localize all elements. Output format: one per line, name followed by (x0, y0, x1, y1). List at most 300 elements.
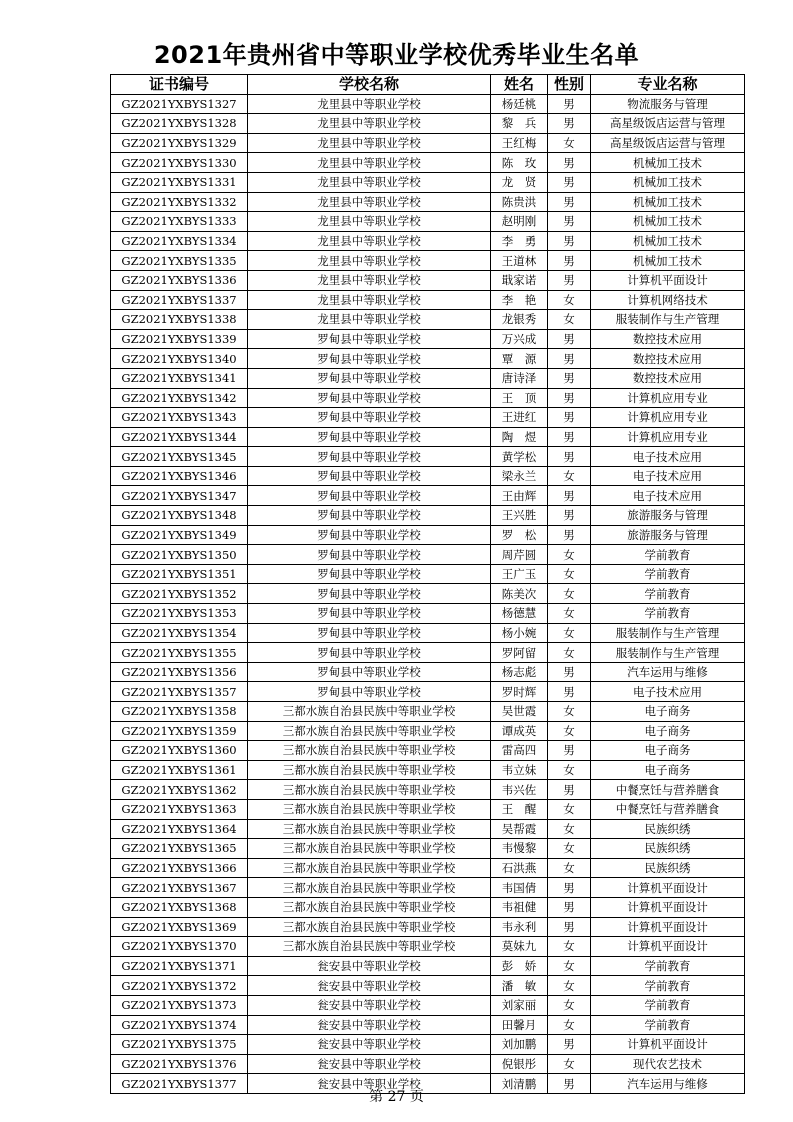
cert-cell: GZ2021YXBYS1369 (111, 917, 248, 937)
cert-cell: GZ2021YXBYS1351 (111, 564, 248, 584)
name-cell: 吴世霞 (491, 702, 548, 722)
table-row (111, 819, 745, 839)
school-cell: 罗甸县中等职业学校 (248, 662, 491, 682)
cert-cell: GZ2021YXBYS1327 (111, 94, 248, 114)
page-number: 第 27 页 (369, 1089, 424, 1105)
major-cell: 计算机平面设计 (591, 878, 745, 898)
name-cell: 李 勇 (491, 231, 548, 251)
major-cell: 现代农艺技术 (591, 1054, 745, 1074)
school-cell: 龙里县中等职业学校 (248, 212, 491, 232)
major-cell: 计算机平面设计 (591, 1035, 745, 1055)
cert-cell: GZ2021YXBYS1361 (111, 760, 248, 780)
cert-cell: GZ2021YXBYS1364 (111, 819, 248, 839)
major-cell: 电子商务 (591, 721, 745, 741)
major-cell: 旅游服务与管理 (591, 525, 745, 545)
school-cell: 罗甸县中等职业学校 (248, 643, 491, 663)
cert-cell: GZ2021YXBYS1339 (111, 329, 248, 349)
table-header-row (111, 75, 745, 95)
name-cell: 赵明刚 (491, 212, 548, 232)
school-cell: 罗甸县中等职业学校 (248, 447, 491, 467)
cert-cell: GZ2021YXBYS1374 (111, 1015, 248, 1035)
table-body (111, 94, 745, 1093)
cert-cell: GZ2021YXBYS1377 (111, 1074, 248, 1094)
gender-cell: 男 (548, 525, 591, 545)
table-row (111, 917, 745, 937)
table-row (111, 329, 745, 349)
major-cell: 电子商务 (591, 702, 745, 722)
name-cell: 黄学松 (491, 447, 548, 467)
gender-cell: 男 (548, 329, 591, 349)
major-cell: 机械加工技术 (591, 251, 745, 271)
school-cell: 瓮安县中等职业学校 (248, 1015, 491, 1035)
major-cell: 服装制作与生产管理 (591, 643, 745, 663)
cert-cell: GZ2021YXBYS1370 (111, 937, 248, 957)
cert-cell: GZ2021YXBYS1368 (111, 897, 248, 917)
name-cell: 杨德慧 (491, 604, 548, 624)
gender-cell: 女 (548, 721, 591, 741)
school-cell: 三都水族自治县民族中等职业学校 (248, 897, 491, 917)
major-cell: 机械加工技术 (591, 192, 745, 212)
major-cell: 电子技术应用 (591, 682, 745, 702)
school-cell: 罗甸县中等职业学校 (248, 564, 491, 584)
school-cell: 龙里县中等职业学校 (248, 133, 491, 153)
name-cell: 陈美次 (491, 584, 548, 604)
name-cell: 杨志彪 (491, 662, 548, 682)
name-cell: 石洪燕 (491, 858, 548, 878)
major-cell: 汽车运用与维修 (591, 1074, 745, 1094)
major-cell: 电子技术应用 (591, 486, 745, 506)
table-row (111, 858, 745, 878)
table-row (111, 270, 745, 290)
cert-cell: GZ2021YXBYS1366 (111, 858, 248, 878)
school-cell: 龙里县中等职业学校 (248, 172, 491, 192)
gender-cell: 男 (548, 662, 591, 682)
table-row (111, 466, 745, 486)
school-cell: 罗甸县中等职业学校 (248, 466, 491, 486)
major-cell: 计算机网络技术 (591, 290, 745, 310)
gender-cell: 男 (548, 1074, 591, 1094)
cert-cell: GZ2021YXBYS1344 (111, 427, 248, 447)
major-cell: 学前教育 (591, 956, 745, 976)
major-cell: 服装制作与生产管理 (591, 310, 745, 330)
name-cell: 王红梅 (491, 133, 548, 153)
name-cell: 王 顶 (491, 388, 548, 408)
name-cell: 彭 娇 (491, 956, 548, 976)
school-cell: 罗甸县中等职业学校 (248, 545, 491, 565)
school-cell: 三都水族自治县民族中等职业学校 (248, 858, 491, 878)
table-row (111, 604, 745, 624)
cert-cell: GZ2021YXBYS1347 (111, 486, 248, 506)
name-cell: 韦兴佐 (491, 780, 548, 800)
cert-cell: GZ2021YXBYS1372 (111, 976, 248, 996)
table-row (111, 623, 745, 643)
table-row (111, 310, 745, 330)
major-cell: 学前教育 (591, 564, 745, 584)
major-cell: 学前教育 (591, 976, 745, 996)
cert-cell: GZ2021YXBYS1352 (111, 584, 248, 604)
cert-cell: GZ2021YXBYS1329 (111, 133, 248, 153)
table-row (111, 427, 745, 447)
school-cell: 罗甸县中等职业学校 (248, 329, 491, 349)
cert-cell: GZ2021YXBYS1331 (111, 172, 248, 192)
cert-cell: GZ2021YXBYS1338 (111, 310, 248, 330)
major-cell: 电子技术应用 (591, 447, 745, 467)
major-cell: 学前教育 (591, 604, 745, 624)
cert-cell: GZ2021YXBYS1353 (111, 604, 248, 624)
name-cell: 田馨月 (491, 1015, 548, 1035)
table-row (111, 172, 745, 192)
school-cell: 瓮安县中等职业学校 (248, 1035, 491, 1055)
major-cell: 计算机应用专业 (591, 427, 745, 447)
gender-cell: 男 (548, 94, 591, 114)
cert-cell: GZ2021YXBYS1362 (111, 780, 248, 800)
name-cell: 王 醒 (491, 799, 548, 819)
major-cell: 电子商务 (591, 760, 745, 780)
cert-cell: GZ2021YXBYS1354 (111, 623, 248, 643)
school-cell: 罗甸县中等职业学校 (248, 349, 491, 369)
major-cell: 电子技术应用 (591, 466, 745, 486)
table-row (111, 251, 745, 271)
major-cell: 计算机平面设计 (591, 917, 745, 937)
name-cell: 周芹圆 (491, 545, 548, 565)
cert-cell: GZ2021YXBYS1375 (111, 1035, 248, 1055)
gender-cell: 女 (548, 564, 591, 584)
cert-cell: GZ2021YXBYS1350 (111, 545, 248, 565)
cert-cell: GZ2021YXBYS1365 (111, 839, 248, 859)
table-row (111, 525, 745, 545)
gender-cell: 男 (548, 447, 591, 467)
school-cell: 瓮安县中等职业学校 (248, 1054, 491, 1074)
cert-cell: GZ2021YXBYS1334 (111, 231, 248, 251)
major-cell: 高星级饭店运营与管理 (591, 114, 745, 134)
cert-cell: GZ2021YXBYS1358 (111, 702, 248, 722)
table-row (111, 956, 745, 976)
name-cell: 刘清鹏 (491, 1074, 548, 1094)
school-cell: 龙里县中等职业学校 (248, 153, 491, 173)
table-row (111, 721, 745, 741)
gender-cell: 女 (548, 995, 591, 1015)
cert-cell: GZ2021YXBYS1367 (111, 878, 248, 898)
table-row (111, 682, 745, 702)
school-cell: 龙里县中等职业学校 (248, 290, 491, 310)
cert-cell: GZ2021YXBYS1363 (111, 799, 248, 819)
cert-cell: GZ2021YXBYS1373 (111, 995, 248, 1015)
school-cell: 三都水族自治县民族中等职业学校 (248, 937, 491, 957)
table-row (111, 584, 745, 604)
gender-cell: 男 (548, 408, 591, 428)
name-cell: 莫妹九 (491, 937, 548, 957)
gender-cell: 女 (548, 702, 591, 722)
name-cell: 韦祖健 (491, 897, 548, 917)
cert-cell: GZ2021YXBYS1360 (111, 741, 248, 761)
gender-cell: 女 (548, 643, 591, 663)
table-row (111, 839, 745, 859)
table-row (111, 94, 745, 114)
table-row (111, 408, 745, 428)
gender-cell: 女 (548, 976, 591, 996)
name-cell: 李 艳 (491, 290, 548, 310)
cert-cell: GZ2021YXBYS1333 (111, 212, 248, 232)
gender-cell: 女 (548, 133, 591, 153)
school-cell: 三都水族自治县民族中等职业学校 (248, 780, 491, 800)
table-row (111, 1054, 745, 1074)
school-cell: 三都水族自治县民族中等职业学校 (248, 917, 491, 937)
page-title: 2021年贵州省中等职业学校优秀毕业生名单 (153, 41, 640, 69)
cert-cell: GZ2021YXBYS1342 (111, 388, 248, 408)
graduate-table (110, 74, 745, 1094)
column-header-major: 专业名称 (591, 75, 745, 95)
gender-cell: 女 (548, 956, 591, 976)
cert-cell: GZ2021YXBYS1341 (111, 368, 248, 388)
table-row (111, 447, 745, 467)
school-cell: 瓮安县中等职业学校 (248, 976, 491, 996)
cert-cell: GZ2021YXBYS1346 (111, 466, 248, 486)
gender-cell: 女 (548, 858, 591, 878)
gender-cell: 女 (548, 760, 591, 780)
school-cell: 罗甸县中等职业学校 (248, 388, 491, 408)
gender-cell: 男 (548, 682, 591, 702)
major-cell: 服装制作与生产管理 (591, 623, 745, 643)
table-row (111, 976, 745, 996)
gender-cell: 男 (548, 270, 591, 290)
gender-cell: 女 (548, 1015, 591, 1035)
table-row (111, 741, 745, 761)
name-cell: 王道林 (491, 251, 548, 271)
cert-cell: GZ2021YXBYS1332 (111, 192, 248, 212)
school-cell: 三都水族自治县民族中等职业学校 (248, 839, 491, 859)
major-cell: 汽车运用与维修 (591, 662, 745, 682)
school-cell: 龙里县中等职业学校 (248, 231, 491, 251)
major-cell: 机械加工技术 (591, 231, 745, 251)
table-row (111, 368, 745, 388)
gender-cell: 男 (548, 231, 591, 251)
cert-cell: GZ2021YXBYS1343 (111, 408, 248, 428)
gender-cell: 男 (548, 1035, 591, 1055)
major-cell: 数控技术应用 (591, 368, 745, 388)
major-cell: 数控技术应用 (591, 329, 745, 349)
school-cell: 龙里县中等职业学校 (248, 94, 491, 114)
major-cell: 数控技术应用 (591, 349, 745, 369)
table-row (111, 799, 745, 819)
major-cell: 学前教育 (591, 1015, 745, 1035)
gender-cell: 男 (548, 251, 591, 271)
column-header-name: 姓名 (491, 75, 548, 95)
name-cell: 陶 煜 (491, 427, 548, 447)
gender-cell: 女 (548, 819, 591, 839)
gender-cell: 女 (548, 545, 591, 565)
name-cell: 韦慢黎 (491, 839, 548, 859)
table-row (111, 1015, 745, 1035)
cert-cell: GZ2021YXBYS1340 (111, 349, 248, 369)
gender-cell: 男 (548, 192, 591, 212)
name-cell: 倪银彤 (491, 1054, 548, 1074)
school-cell: 三都水族自治县民族中等职业学校 (248, 741, 491, 761)
table-row (111, 780, 745, 800)
name-cell: 韦永利 (491, 917, 548, 937)
table-row (111, 290, 745, 310)
gender-cell: 男 (548, 741, 591, 761)
name-cell: 万兴成 (491, 329, 548, 349)
school-cell: 龙里县中等职业学校 (248, 270, 491, 290)
school-cell: 罗甸县中等职业学校 (248, 584, 491, 604)
name-cell: 罗 松 (491, 525, 548, 545)
gender-cell: 女 (548, 1054, 591, 1074)
column-header-gender: 性别 (548, 75, 591, 95)
table-row (111, 995, 745, 1015)
name-cell: 龙 贤 (491, 172, 548, 192)
gender-cell: 男 (548, 172, 591, 192)
cert-cell: GZ2021YXBYS1348 (111, 506, 248, 526)
gender-cell: 女 (548, 466, 591, 486)
table-row (111, 231, 745, 251)
name-cell: 雷高四 (491, 741, 548, 761)
table-row (111, 878, 745, 898)
table-row (111, 702, 745, 722)
school-cell: 瓮安县中等职业学校 (248, 956, 491, 976)
major-cell: 学前教育 (591, 545, 745, 565)
school-cell: 龙里县中等职业学校 (248, 310, 491, 330)
major-cell: 机械加工技术 (591, 212, 745, 232)
major-cell: 学前教育 (591, 584, 745, 604)
gender-cell: 女 (548, 623, 591, 643)
name-cell: 王广玉 (491, 564, 548, 584)
table-row (111, 153, 745, 173)
school-cell: 罗甸县中等职业学校 (248, 623, 491, 643)
gender-cell: 男 (548, 212, 591, 232)
name-cell: 罗阿留 (491, 643, 548, 663)
gender-cell: 男 (548, 349, 591, 369)
school-cell: 罗甸县中等职业学校 (248, 682, 491, 702)
gender-cell: 男 (548, 153, 591, 173)
gender-cell: 男 (548, 388, 591, 408)
table-row (111, 212, 745, 232)
name-cell: 王进红 (491, 408, 548, 428)
major-cell: 物流服务与管理 (591, 94, 745, 114)
school-cell: 罗甸县中等职业学校 (248, 368, 491, 388)
table-row (111, 506, 745, 526)
school-cell: 罗甸县中等职业学校 (248, 408, 491, 428)
gender-cell: 男 (548, 368, 591, 388)
table-row (111, 760, 745, 780)
gender-cell: 男 (548, 486, 591, 506)
major-cell: 机械加工技术 (591, 172, 745, 192)
name-cell: 王兴胜 (491, 506, 548, 526)
name-cell: 吴帮霞 (491, 819, 548, 839)
name-cell: 韦立妹 (491, 760, 548, 780)
column-header-school: 学校名称 (248, 75, 491, 95)
table-row (111, 564, 745, 584)
table-row (111, 937, 745, 957)
table-row (111, 192, 745, 212)
column-header-cert: 证书编号 (111, 75, 248, 95)
school-cell: 瓮安县中等职业学校 (248, 1074, 491, 1094)
gender-cell: 男 (548, 878, 591, 898)
table-row (111, 1035, 745, 1055)
school-cell: 三都水族自治县民族中等职业学校 (248, 878, 491, 898)
school-cell: 三都水族自治县民族中等职业学校 (248, 721, 491, 741)
name-cell: 唐诗泽 (491, 368, 548, 388)
major-cell: 计算机平面设计 (591, 937, 745, 957)
school-cell: 罗甸县中等职业学校 (248, 486, 491, 506)
gender-cell: 男 (548, 897, 591, 917)
gender-cell: 男 (548, 917, 591, 937)
school-cell: 罗甸县中等职业学校 (248, 525, 491, 545)
gender-cell: 男 (548, 506, 591, 526)
cert-cell: GZ2021YXBYS1335 (111, 251, 248, 271)
cert-cell: GZ2021YXBYS1359 (111, 721, 248, 741)
cert-cell: GZ2021YXBYS1371 (111, 956, 248, 976)
name-cell: 刘家丽 (491, 995, 548, 1015)
name-cell: 黎 兵 (491, 114, 548, 134)
table-row (111, 388, 745, 408)
table-row (111, 486, 745, 506)
name-cell: 陈 玫 (491, 153, 548, 173)
gender-cell: 男 (548, 427, 591, 447)
name-cell: 杨廷桃 (491, 94, 548, 114)
school-cell: 龙里县中等职业学校 (248, 114, 491, 134)
major-cell: 民族织绣 (591, 839, 745, 859)
name-cell: 陈贵洪 (491, 192, 548, 212)
school-cell: 三都水族自治县民族中等职业学校 (248, 702, 491, 722)
major-cell: 民族织绣 (591, 819, 745, 839)
cert-cell: GZ2021YXBYS1355 (111, 643, 248, 663)
cert-cell: GZ2021YXBYS1345 (111, 447, 248, 467)
name-cell: 龙银秀 (491, 310, 548, 330)
name-cell: 王由辉 (491, 486, 548, 506)
major-cell: 高星级饭店运营与管理 (591, 133, 745, 153)
cert-cell: GZ2021YXBYS1349 (111, 525, 248, 545)
gender-cell: 女 (548, 937, 591, 957)
major-cell: 学前教育 (591, 995, 745, 1015)
cert-cell: GZ2021YXBYS1330 (111, 153, 248, 173)
cert-cell: GZ2021YXBYS1336 (111, 270, 248, 290)
table-row (111, 133, 745, 153)
name-cell: 戢家诺 (491, 270, 548, 290)
table-row (111, 643, 745, 663)
name-cell: 杨小婉 (491, 623, 548, 643)
gender-cell: 女 (548, 310, 591, 330)
major-cell: 电子商务 (591, 741, 745, 761)
major-cell: 计算机平面设计 (591, 270, 745, 290)
name-cell: 覃 源 (491, 349, 548, 369)
table-row (111, 545, 745, 565)
name-cell: 梁永兰 (491, 466, 548, 486)
gender-cell: 女 (548, 604, 591, 624)
name-cell: 罗时辉 (491, 682, 548, 702)
major-cell: 中餐烹饪与营养膳食 (591, 799, 745, 819)
school-cell: 瓮安县中等职业学校 (248, 995, 491, 1015)
major-cell: 计算机平面设计 (591, 897, 745, 917)
name-cell: 韦国倩 (491, 878, 548, 898)
gender-cell: 男 (548, 114, 591, 134)
cert-cell: GZ2021YXBYS1337 (111, 290, 248, 310)
school-cell: 三都水族自治县民族中等职业学校 (248, 799, 491, 819)
major-cell: 中餐烹饪与营养膳食 (591, 780, 745, 800)
school-cell: 龙里县中等职业学校 (248, 192, 491, 212)
school-cell: 龙里县中等职业学校 (248, 251, 491, 271)
table-row (111, 662, 745, 682)
school-cell: 三都水族自治县民族中等职业学校 (248, 760, 491, 780)
gender-cell: 女 (548, 839, 591, 859)
school-cell: 三都水族自治县民族中等职业学校 (248, 819, 491, 839)
table-row (111, 114, 745, 134)
major-cell: 旅游服务与管理 (591, 506, 745, 526)
name-cell: 潘 敏 (491, 976, 548, 996)
table-row (111, 897, 745, 917)
cert-cell: GZ2021YXBYS1356 (111, 662, 248, 682)
gender-cell: 男 (548, 780, 591, 800)
school-cell: 罗甸县中等职业学校 (248, 506, 491, 526)
